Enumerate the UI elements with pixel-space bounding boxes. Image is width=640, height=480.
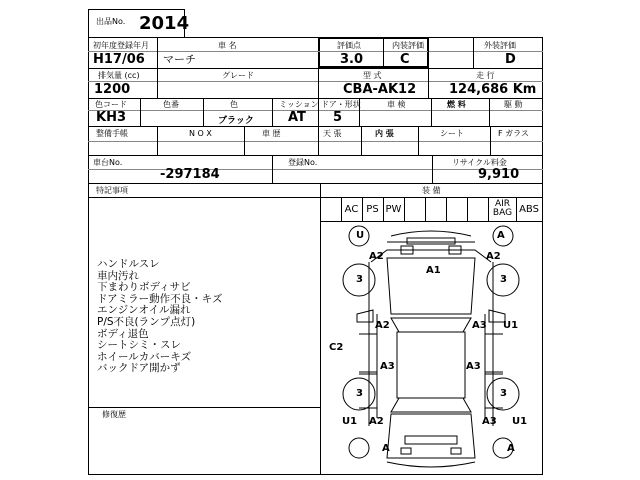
mark-a1-hood: A1 bbox=[426, 265, 441, 276]
mark-c2-left-side: C2 bbox=[329, 342, 344, 353]
mark-u1-right-front: U1 bbox=[503, 320, 519, 331]
recycle-label: リサイクル料金 bbox=[452, 158, 507, 167]
note-line: ハンドルスレ bbox=[97, 258, 160, 270]
lot-label: 出品No. bbox=[96, 17, 126, 26]
color-code-value: KH3 bbox=[96, 110, 126, 125]
model-label: 型 式 bbox=[363, 71, 382, 80]
note-line: ボディ退色 bbox=[97, 327, 149, 340]
model-value: CBA-AK12 bbox=[343, 82, 417, 97]
remarks-label: 特記事項 bbox=[96, 186, 128, 195]
mileage-value: 124,686 Km bbox=[449, 82, 537, 97]
displacement-value: 1200 bbox=[94, 82, 131, 97]
remarks-notes bbox=[97, 259, 222, 375]
mark-w3-front-right: 3 bbox=[500, 274, 507, 285]
equip-ps: PS bbox=[366, 204, 379, 215]
note-line: ホイールカバーキズ bbox=[97, 350, 192, 363]
seat-label: シート bbox=[440, 129, 464, 138]
color-no-label: 色番 bbox=[163, 100, 179, 109]
note-line: P/S不良(ランプ点灯) bbox=[97, 315, 196, 328]
mark-a3-rear-right: A3 bbox=[482, 416, 497, 427]
repair-history-label: 修復歴 bbox=[102, 410, 126, 419]
first-reg-label: 初年度登録年月 bbox=[93, 41, 149, 50]
mark-a-rear-left: A bbox=[382, 443, 390, 454]
mark-a2-right-fender: A2 bbox=[486, 251, 501, 262]
note-line: 車内汚れ bbox=[97, 269, 139, 282]
mark-a2-left-fender: A2 bbox=[369, 251, 384, 262]
car-name-value: マーチ bbox=[163, 53, 196, 66]
mark-a3-right-rear-door: A3 bbox=[466, 361, 481, 372]
car-damage-diagram bbox=[321, 222, 542, 474]
interior-label: 内装評価 bbox=[392, 41, 424, 50]
roof-label: 天 張 bbox=[323, 129, 342, 138]
equipment-label: 装 備 bbox=[422, 186, 441, 195]
mileage-label: 走 行 bbox=[476, 71, 495, 80]
inspection-label: 車 検 bbox=[387, 100, 406, 109]
doors-label: ドア・形状 bbox=[321, 100, 361, 109]
lot-number: 2014 bbox=[139, 13, 190, 34]
grade-label: グレード bbox=[222, 71, 254, 80]
note-line: 下まわりボディサビ bbox=[97, 281, 191, 294]
mark-u1-rear-left: U1 bbox=[342, 416, 358, 427]
history-label: 車 歴 bbox=[262, 129, 281, 138]
equip-abs: ABS bbox=[519, 204, 539, 215]
equip-pw: PW bbox=[385, 204, 402, 215]
glass-label: F ガラス bbox=[498, 129, 529, 138]
displacement-label: 排気量 (cc) bbox=[98, 71, 140, 80]
doors-value: 5 bbox=[333, 110, 343, 125]
first-reg-value: H17/06 bbox=[93, 52, 145, 67]
lot-box-left bbox=[88, 9, 89, 37]
score-value: 3.0 bbox=[340, 52, 364, 67]
mission-value: AT bbox=[288, 110, 306, 125]
mark-a2-left-front-door: A2 bbox=[375, 320, 390, 331]
mark-a3-left-rear-door: A3 bbox=[380, 361, 395, 372]
lot-box-top bbox=[88, 9, 185, 10]
mark-u-front-left: U bbox=[356, 230, 365, 241]
recycle-value: 9,910 bbox=[478, 167, 520, 182]
chassis-label: 車台No. bbox=[93, 158, 123, 167]
mark-w3-rear-left: 3 bbox=[356, 388, 363, 399]
color-value: ブラック bbox=[218, 116, 254, 126]
mission-label: ミッション bbox=[279, 100, 319, 109]
mark-a-rear-right: A bbox=[507, 443, 515, 454]
car-name-label: 車 名 bbox=[218, 41, 237, 50]
reg-no-label: 登録No. bbox=[288, 158, 318, 167]
maintenance-label: 整備手帳 bbox=[96, 129, 128, 138]
drive-label: 駆 動 bbox=[504, 100, 523, 109]
score-label: 評価点 bbox=[337, 41, 361, 50]
note-line: エンジンオイル漏れ bbox=[97, 304, 191, 317]
chassis-value: -297184 bbox=[160, 167, 220, 182]
fuel-label: 燃 料 bbox=[447, 100, 466, 109]
equip-ac: AC bbox=[344, 204, 359, 215]
mark-a3-right-front-door: A3 bbox=[472, 320, 487, 331]
mark-u1-rear-right: U1 bbox=[512, 416, 528, 427]
interior-trim-label: 内 張 bbox=[375, 129, 394, 138]
equip-airbag: AIR BAG bbox=[492, 199, 513, 218]
mark-w3-rear-right: 3 bbox=[500, 388, 507, 399]
exterior-label: 外装評価 bbox=[484, 41, 516, 50]
note-line: シートシミ・スレ bbox=[97, 339, 181, 352]
mark-w3-front-left: 3 bbox=[356, 274, 363, 285]
nox-label: N O X bbox=[189, 129, 212, 138]
note-line: ドアミラー動作不良・キズ bbox=[97, 292, 223, 305]
color-label: 色 bbox=[230, 100, 238, 109]
mark-a-front-right: A bbox=[497, 230, 505, 241]
color-code-label: 色コード bbox=[95, 100, 127, 109]
interior-value: C bbox=[400, 52, 410, 67]
note-line: バックドア開かず bbox=[97, 362, 181, 375]
exterior-value: D bbox=[505, 52, 516, 67]
mark-a2-rear-left: A2 bbox=[369, 416, 384, 427]
